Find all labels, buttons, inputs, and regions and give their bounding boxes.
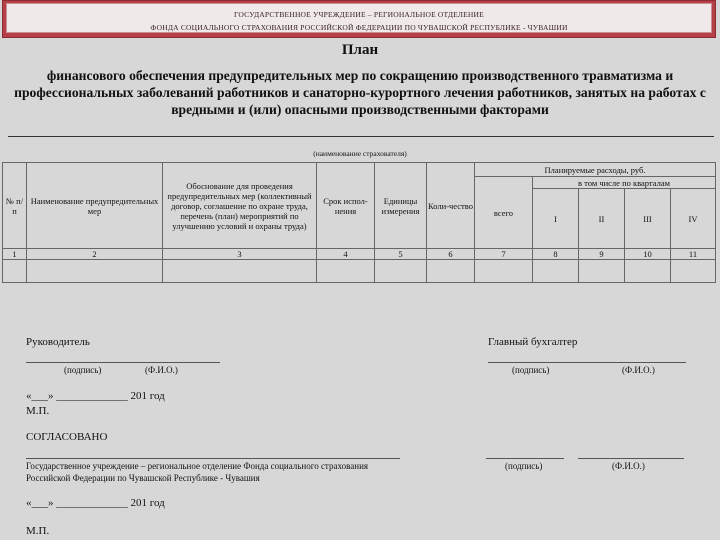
accountant-label: Главный бухгалтер [488, 336, 578, 348]
table-cell [625, 260, 671, 283]
table-cell [27, 260, 163, 283]
org-name-line-2: Российской Федерации по Чувашской Республике - Чувашия [26, 473, 260, 483]
table-cell [579, 260, 625, 283]
column-number: 11 [671, 249, 716, 260]
date-line-2: «___» _____________ 201 год [26, 497, 165, 509]
column-number-row [3, 249, 716, 260]
table-cell [375, 260, 427, 283]
column-number: 4 [317, 249, 375, 260]
plan-table [2, 162, 716, 283]
column-number: 8 [533, 249, 579, 260]
header-qty: Коли-чество [427, 163, 475, 249]
header-quarters: в том числе по кварталам [533, 177, 716, 189]
fss-signature-line [486, 458, 564, 459]
header-total: всего [475, 177, 533, 249]
table-cell [427, 260, 475, 283]
column-number: 1 [3, 249, 27, 260]
header-name: Наименование предупредительных мер [27, 163, 163, 249]
banner-line-2: ФОНДА СОЦИАЛЬНОГО СТРАХОВАНИЯ РОССИЙСКОЙ ФЕДЕРАЦИИ ПО ЧУВАШСКОЙ РЕСПУБЛИКЕ - ЧУВАШИИ [150, 23, 568, 32]
head-fio-caption: (Ф.И.О.) [145, 365, 178, 375]
table-cell [163, 260, 317, 283]
org-line [26, 458, 400, 459]
header-q4: IV [671, 189, 716, 249]
document-page [0, 38, 720, 540]
table-cell [533, 260, 579, 283]
header-q1: I [533, 189, 579, 249]
column-number: 6 [427, 249, 475, 260]
seal-label-2: М.П. [26, 525, 50, 537]
head-signature-line [26, 362, 220, 363]
org-name-line-1: Государственное учреждение – региональное отделение Фонда социального страхования [26, 461, 369, 471]
insurer-caption: (наименование страхователя) [313, 149, 407, 158]
document-title: План [341, 42, 379, 58]
fss-fio-line [578, 458, 684, 459]
head-signature-caption: (подпись) [64, 365, 102, 375]
column-number: 3 [163, 249, 317, 260]
header-no: № п/п [3, 163, 27, 249]
accountant-signature-caption: (подпись) [512, 365, 550, 375]
table-cell [317, 260, 375, 283]
header-q3: III [625, 189, 671, 249]
column-number: 7 [475, 249, 533, 260]
date-line: «___» _____________ 201 год [26, 390, 165, 402]
agreed-label: СОГЛАСОВАНО [26, 431, 108, 443]
fss-signature-caption: (подпись) [505, 461, 543, 471]
column-number: 9 [579, 249, 625, 260]
header-planned: Планируемые расходы, руб. [475, 163, 716, 177]
accountant-fio-caption: (Ф.И.О.) [622, 365, 655, 375]
head-label: Руководитель [26, 336, 90, 348]
column-number: 10 [625, 249, 671, 260]
table-cell [475, 260, 533, 283]
table-cell [3, 260, 27, 283]
header-banner-inner [6, 3, 712, 33]
header-basis: Обоснование для проведения предупредительных мер (коллективный договор, соглашение по охране труда, перечень (план) мероприятий по улучшению условий и охраны труда) [163, 163, 317, 249]
table-row [3, 260, 716, 283]
header-term: Срок испол-нения [317, 163, 375, 249]
header-q2: II [579, 189, 625, 249]
column-number: 2 [27, 249, 163, 260]
accountant-signature-line [488, 362, 686, 363]
header-banner [2, 0, 716, 38]
document-subtitle: финансового обеспечения предупредительных мер по сокращению производственного травматизма и профессиональных заболеваний работников и санаторно-курортного лечения работников, занятых на работах с вредными и (или) опасными производственными факторами [14, 68, 706, 117]
insurer-name-line [8, 136, 714, 137]
header-units: Единицы измерения [375, 163, 427, 249]
banner-line-1: ГОСУДАРСТВЕННОЕ УЧРЕЖДЕНИЕ – РЕГИОНАЛЬНОЕ ОТДЕЛЕНИЕ [234, 10, 484, 19]
fss-fio-caption: (Ф.И.О.) [612, 461, 645, 471]
seal-label: М.П. [26, 405, 50, 417]
column-number: 5 [375, 249, 427, 260]
table-cell [671, 260, 716, 283]
